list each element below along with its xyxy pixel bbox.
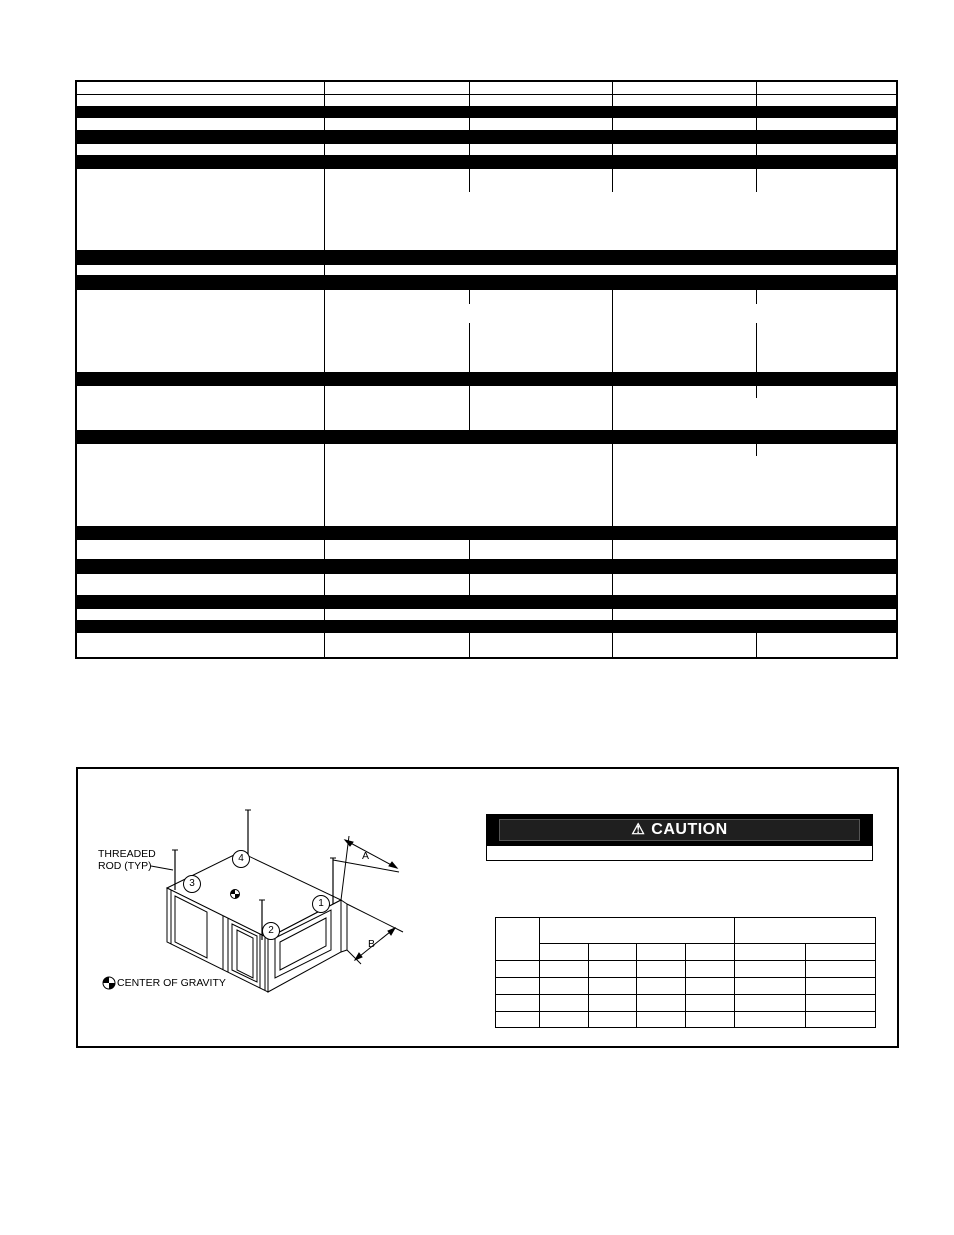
column-divider — [636, 943, 637, 1028]
callout-3: 3 — [183, 875, 201, 893]
table-rule — [539, 943, 876, 944]
dimension-a-label: A — [362, 850, 370, 862]
table-row — [77, 609, 896, 621]
table-section-band — [77, 621, 896, 633]
table-section-band — [77, 251, 896, 265]
table-section-band — [77, 131, 896, 144]
column-divider — [612, 82, 613, 192]
caution-header-band — [487, 815, 872, 846]
table-rule — [496, 960, 876, 961]
table-section-band — [77, 373, 896, 386]
table-row — [77, 540, 896, 560]
warning-triangle-icon: ⚠ — [631, 821, 646, 838]
table-header-row — [77, 82, 896, 95]
column-divider — [469, 82, 470, 192]
table-section-band — [77, 431, 896, 444]
column-divider — [685, 943, 686, 1028]
column-divider — [734, 918, 735, 1028]
column-divider — [612, 444, 613, 527]
table-rule — [496, 977, 876, 978]
table-section-band — [77, 276, 896, 290]
column-divider — [756, 290, 757, 304]
column-divider — [612, 609, 613, 621]
caution-title: CAUTION — [651, 821, 728, 838]
table-row — [77, 265, 896, 276]
center-of-gravity-label: CENTER OF GRAVITY — [117, 977, 226, 989]
table-section-band — [77, 560, 896, 574]
column-divider — [612, 633, 613, 659]
table-section-band — [77, 156, 896, 169]
column-divider — [612, 574, 613, 596]
specifications-table — [75, 80, 898, 659]
column-divider — [469, 290, 470, 304]
column-divider — [612, 290, 613, 373]
center-of-gravity-legend-icon — [103, 977, 115, 989]
table-row — [77, 444, 896, 527]
column-divider — [539, 918, 540, 1028]
center-of-gravity-marker — [231, 890, 240, 899]
column-divider — [324, 82, 325, 659]
table-section-band — [77, 596, 896, 609]
threaded-rod-label: THREADED ROD (TYP) — [98, 848, 156, 872]
callout-4: 4 — [232, 850, 250, 868]
column-divider — [469, 540, 470, 560]
column-divider — [469, 633, 470, 659]
table-rule — [496, 1011, 876, 1012]
table-section-band — [77, 527, 896, 540]
column-divider — [756, 633, 757, 659]
column-divider — [756, 323, 757, 373]
column-divider — [469, 386, 470, 431]
dimension-b-label: B — [368, 938, 376, 950]
column-divider — [756, 386, 757, 398]
unit-rigging-illustration — [95, 800, 415, 1000]
column-divider — [469, 323, 470, 373]
column-divider — [588, 943, 589, 1028]
weight-distribution-table — [495, 917, 876, 1028]
column-divider — [756, 82, 757, 192]
callout-2: 2 — [262, 922, 280, 940]
column-divider — [756, 444, 757, 456]
table-row — [77, 118, 896, 131]
column-divider — [612, 540, 613, 560]
table-row — [77, 386, 896, 431]
table-row — [77, 290, 896, 373]
column-divider — [469, 574, 470, 596]
callout-1: 1 — [312, 895, 330, 913]
table-rule — [496, 994, 876, 995]
caution-header — [499, 819, 860, 841]
table-row — [77, 574, 896, 596]
table-row — [77, 633, 896, 657]
table-row — [77, 144, 896, 156]
table-row — [77, 95, 896, 107]
table-row — [77, 169, 896, 251]
column-divider — [612, 386, 613, 431]
column-divider — [805, 943, 806, 1028]
caution-box — [486, 814, 873, 861]
table-section-band — [77, 107, 896, 118]
